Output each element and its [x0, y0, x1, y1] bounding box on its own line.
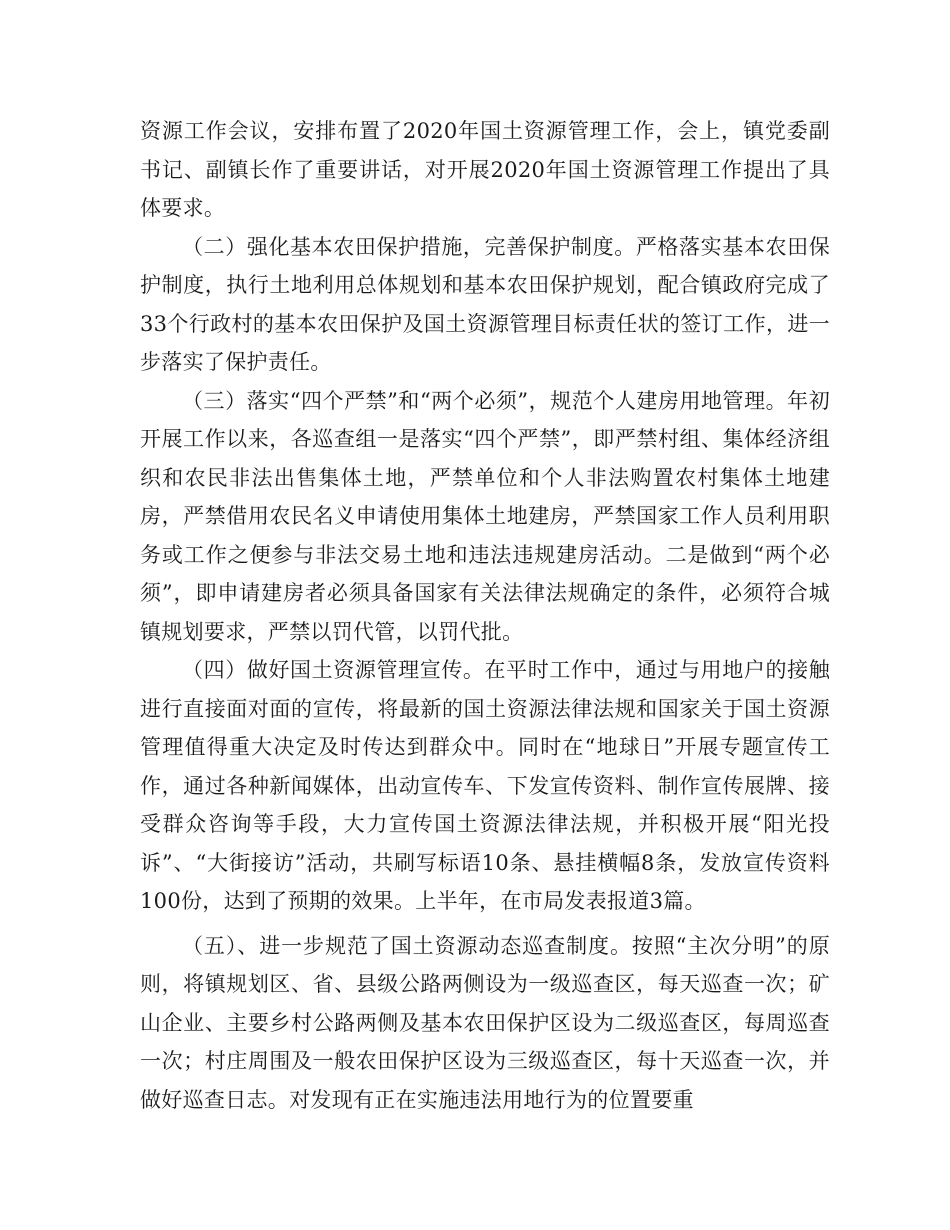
paragraph-publicity: （四）做好国土资源管理宣传。在平时工作中，通过与用地户的接触进行直接面对面的宣传，将最新的国土资源法律法规和国家关于国土资源管理值得重大决定及时传达到群众中。同时在“地球日”开展专题宣传工作，通过各种新闻媒体，出动宣传车、下发宣传资料、制作宣传展牌、接受群众咨询等手段，大力宣传国土资源法律法规，并积极开展“阳光投诉”、“大街接访”活动，共刷写标语10条、悬挂横幅8条，发放宣传资料100份，达到了预期的效果。上半年，在市局发表报道3篇。	[140, 658, 830, 913]
paragraph-meeting-summary: 资源工作会议，安排布置了2020年国土资源管理工作，会上，镇党委副书记、副镇长作了重要讲话，对开展2020年国土资源管理工作提出了具体要求。	[140, 119, 830, 220]
paragraph-housing-land-management: （三）落实“四个严禁”和“两个必须”，规范个人建房用地管理。年初开展工作以来，各巡查组一是落实“四个严禁”，即严禁村组、集体经济组织和农民非法出售集体土地，严禁单位和个人非法购置农村集体土地建房，严禁借用农民名义申请使用集体土地建房，严禁国家工作人员利用职务或工作之便参与非法交易土地和违法违规建房活动。二是做到“两个必须”，即申请建房者必须具备国家有关法律法规确定的条件，必须符合城镇规划要求，严禁以罚代管，以罚代批。	[140, 388, 830, 644]
paragraph-dynamic-inspection: （五）、进一步规范了国土资源动态巡查制度。按照“主次分明”的原则，将镇规划区、省、县级公路两侧设为一级巡查区，每天巡查一次；矿山企业、主要乡村公路两侧及基本农田保护区设为二级巡查区，每周巡查一次；村庄周围及一般农田保护区设为三级巡查区，每十天巡查一次，并做好巡查日志。对发现有正在实施违法用地行为的位置要重	[140, 933, 830, 1112]
paragraph-farmland-protection: （二）强化基本农田保护措施，完善保护制度。严格落实基本农田保护制度，执行土地利用总体规划和基本农田保护规划，配合镇政府完成了33个行政村的基本农田保护及国土资源管理目标责任状的签订工作，进一步落实了保护责任。	[140, 234, 830, 374]
document-body	[140, 112, 830, 1119]
